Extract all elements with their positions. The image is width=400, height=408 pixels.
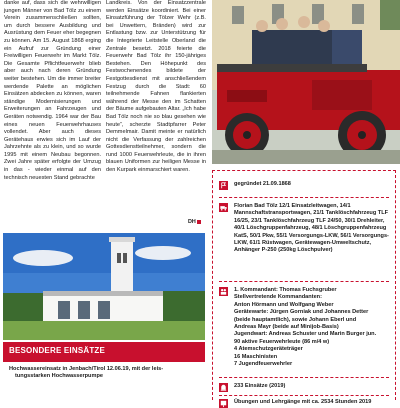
founded-date: gegründet 21.09.1868 xyxy=(234,181,291,187)
personnel-row xyxy=(219,287,391,368)
fact-box xyxy=(212,170,396,405)
training-row xyxy=(219,399,391,406)
article-column-1 xyxy=(4,0,101,182)
fire-truck-photo xyxy=(212,0,400,164)
fire-station-tower-photo xyxy=(3,233,205,340)
people-icon xyxy=(219,287,228,296)
personnel-line: 7 Jugendfeuerwehrler xyxy=(234,361,293,368)
personnel-line: 1. Kommandant: Thomas Fuchsgruber xyxy=(234,287,337,293)
divider xyxy=(219,281,389,282)
founded-row xyxy=(219,181,391,188)
author-signature xyxy=(188,219,201,225)
training-hours: Übungen und Lehrgänge mit ca. 2534 Stunden 2019 xyxy=(234,399,372,405)
truck-icon xyxy=(219,203,228,212)
article-text: Landkreis. Von der Einsatzzentrale werden Einsätze koordiniert. Bei einer Einsatzführung der Tölzer Wehr (z.B. bei Unwettern, Bränden) wird zur Entlastung bzw. zur Unterstützung für die Integrierte Leitstelle Oberland die Zentrale besetzt. 2018 feierte die Feuerwehr Bad Tölz ihr 150-jähriges Bestehen. Den Höhepunkt des Festwochenendes bildete der Festgottesdienst mit anschließendem Festzug durch die Stadt: 60 teilnehmende Fahnen flankierten während der Messe den im Schatten der Bäume aufgebauten Altar. „Ich habe Bad Tölz noch nie so blau gesehen wie heute“, scherzte Stadtpfarrer Peter Demmelmair. Damit meinte er natürlich nicht die Verfassung der zahlreichen Gottesdienstteilnehmer, sondern die rund 1000 Feuerwehrleute, die in ihren blauen Uniformen zur heiligen Messe in den Kurpark einmarschiert waren. xyxy=(106,0,206,174)
missions-count: 233 Einsätze (2019) xyxy=(234,383,286,389)
missions-row xyxy=(219,383,391,390)
article-column-2 xyxy=(106,0,206,175)
personnel-line: 16 Maschinisten xyxy=(234,353,278,360)
special-events-box xyxy=(3,342,205,400)
alarm-icon xyxy=(219,383,228,392)
end-mark-icon xyxy=(197,220,201,224)
flag-icon xyxy=(219,181,228,190)
vehicles-row xyxy=(219,203,391,255)
special-event-line: Hochwassereinsatz in Jenbach/Tirol 12.06.19, mit der leis- xyxy=(9,366,164,372)
vehicle-list: Florian Bad Tölz 12/1 Einsatzleitwagen, 14/1 Mannschaftstransportwagen, 21/1 Tanklöschfahrzeug TLF 16/25, 23/1 Tanklöschfahrzeug TLF 24/50, 30/1 Drehleiter, 40/1 Löschgruppenfahrzeug, 48/1 Löschgruppenfahrzeug KatS, 50/1 Pkw, 55/1 Versorgungs-LKW, 56/1 Versorgungs-LKW, 61/1 Rüstwagen, Gerätewagen-Umweltschutz, Anhänger P-250 (250kg Löschpulver) xyxy=(234,203,389,254)
personnel-list xyxy=(234,287,391,368)
personnel-line: Andreas Mayr (beide auf Minijob-Basis) xyxy=(234,324,339,331)
divider xyxy=(219,377,389,378)
personnel-line: 90 aktive Feuerwehrleute (86 m/4 w) xyxy=(234,338,330,345)
personnel-line: 4 Atemschutzgeräteträger xyxy=(234,346,303,353)
article-text: danke auf, dass sich die wehrwilligen jungen Männer von Bad Tölz zu einem Verein zusammenschließen sollten, um durch bessere Ausbildung und Ausrüstung dem Feuer eher begegnen zu können. Am 15. August 1868 erging ein Aufruf zur Gründung einer Freiwilligen Feuerwehr im Markt Tölz. Die Gesamte Pflichtfeuerwehr blieb aber auch nach deren Gründung weiter bestehen. Um die immer breiter werdende Palette an möglichen Einsätzen abdecken zu können, waren ständige Modernisierungen und Erweiterungen an Fahrzeugen und Geräten notwendig. 1964 war der Bau eines neuen Feuerwehrhauses vollendet. Aber auch dieses Gerätehaus erwies sich im Lauf der Jahrzehnte als zu klein, und so wurde 1995 mit einem Neubau begonnen. Zwei Jahre später erfolgte der Umzug in das - wieder einmal auf den technisch neuesten Stand gebrachte xyxy=(4,0,101,181)
special-events-title: BESONDERE EINSÄTZE xyxy=(3,342,205,362)
personnel-line: (beide hauptamtlich), sowie Johann Eberl und xyxy=(234,316,357,323)
personnel-line: Anton Hörmann und Wolfgang Weber xyxy=(234,301,334,308)
divider xyxy=(219,197,389,198)
personnel-line: Stellvertretende Kommandanten: xyxy=(234,294,322,301)
special-event-line: tungsstarken Hochwasserpumpe xyxy=(15,373,103,380)
divider xyxy=(219,395,389,396)
personnel-line: Jugendwart: Andreas Schuster und Marin Burger jun. xyxy=(234,331,377,338)
personnel-line: Gerätewarte: Jürgen Gorniak und Johannes Detter xyxy=(234,309,369,316)
training-icon xyxy=(219,399,228,408)
author-initials: DH xyxy=(188,219,196,225)
special-events-body xyxy=(3,362,205,381)
